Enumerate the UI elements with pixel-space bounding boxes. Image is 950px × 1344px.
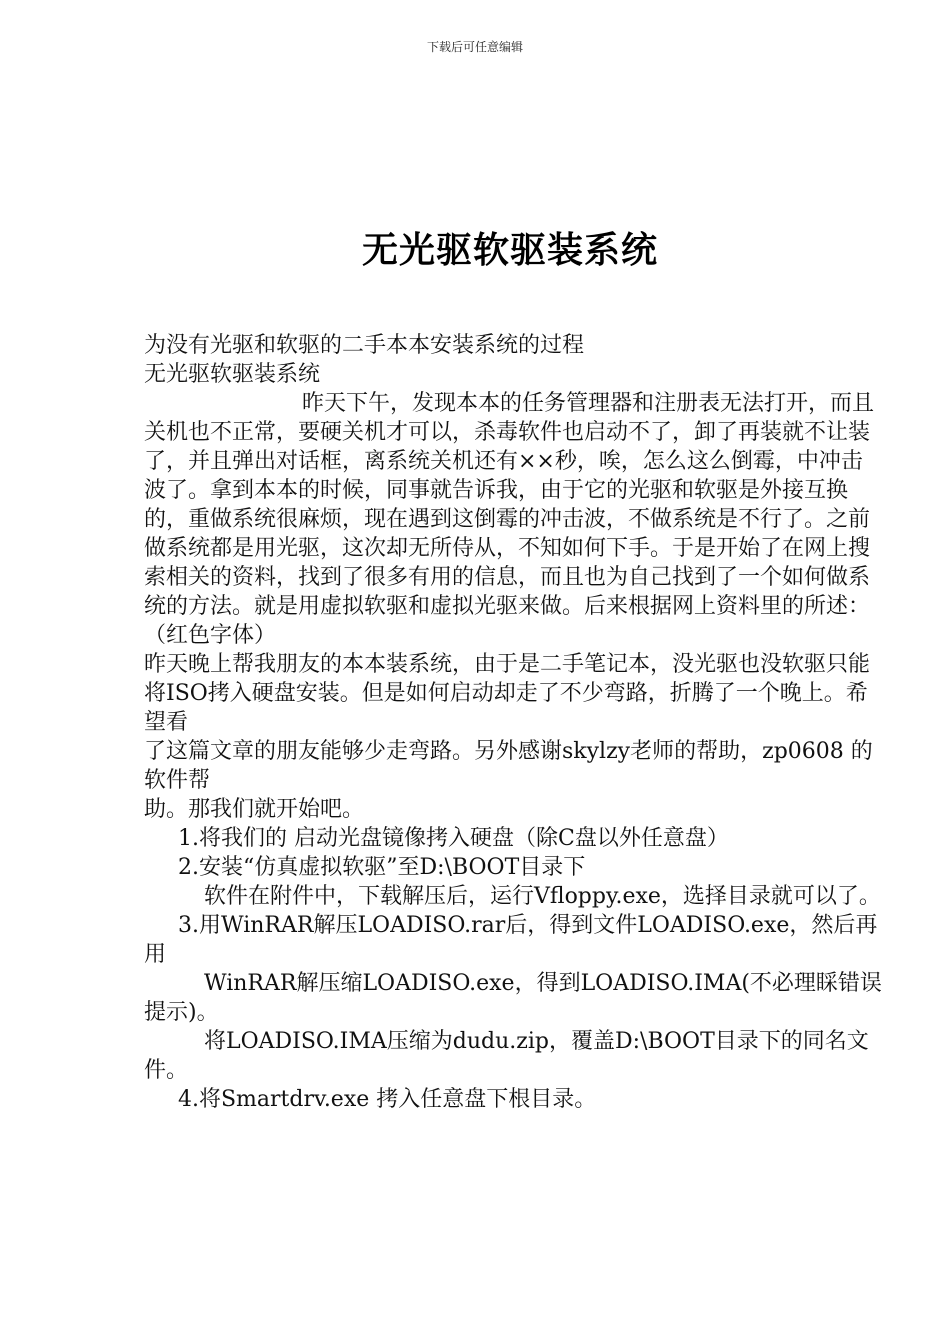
- paragraph: 昨天下午，发现本本的任务管理器和注册表无法打开，而且关机也不正常，要硬关机才可以，杀毒软件也启动不了，卸了再装就不让装了，并且弹出对话框，离系统关机还有××秒，唉，怎么这么倒霉，中冲击波了。拿到本本的时候，同事就告诉我，由于它的光驱和软驱是外接互换的，重做系统很麻烦，现在遇到这倒霉的冲击波，不做系统是不行了。之前做系统都是用光驱，这次却无所侍从，不知如何下手。于是开始了在网上搜索相关的资料，找到了很多有用的信息，而且也为自己找到了一个如何做系统的方法。就是用虚拟软驱和虚拟光驱来做。后来根据网上资料里的所述：（红色字体）: [144, 391, 875, 648]
- paragraph: WinRAR解压缩LOADISO.exe，得到LOADISO.IMA(不必理睬错误提示)。: [144, 971, 882, 1025]
- paragraph: 将LOADISO.IMA压缩为dudu.zip，覆盖D:\BOOT目录下的同名文件。: [144, 1029, 869, 1083]
- paragraph: 为没有光驱和软驱的二手本本安装系统的过程: [144, 333, 585, 358]
- paragraph: 将ISO拷入硬盘安装。但是如何启动却走了不少弯路，折腾了一个晚上。希望看: [144, 681, 868, 735]
- paragraph: 软件在附件中，下载解压后，运行Vfloppy.exe，选择目录就可以了。: [204, 884, 881, 909]
- document-body: [144, 331, 884, 1114]
- list-item: 1.将我们的 启动光盘镜像拷入硬盘（除C盘以外任意盘）: [178, 826, 729, 851]
- paragraph: 无光驱软驱装系统: [144, 362, 321, 387]
- paragraph: 了这篇文章的朋友能够少走弯路。另外感谢skylzy老师的帮助，zp0608 的软件帮: [144, 739, 873, 793]
- paragraph: 昨天晚上帮我朋友的本本装系统，由于是二手笔记本，没光驱也没软驱只能: [144, 652, 871, 677]
- list-item: 3.用WinRAR解压LOADISO.rar后，得到文件LOADISO.exe，然后再用: [144, 913, 878, 967]
- document-title: 无光驱软驱装系统: [361, 229, 658, 271]
- header-note: 下载后可任意编辑: [426, 40, 523, 54]
- list-item: 4.将Smartdrv.exe 拷入任意盘下根目录。: [178, 1087, 597, 1112]
- list-item: 2.安装“仿真虚拟软驱”至D:\BOOT目录下: [178, 855, 586, 880]
- paragraph: 助。那我们就开始吧。: [144, 797, 365, 822]
